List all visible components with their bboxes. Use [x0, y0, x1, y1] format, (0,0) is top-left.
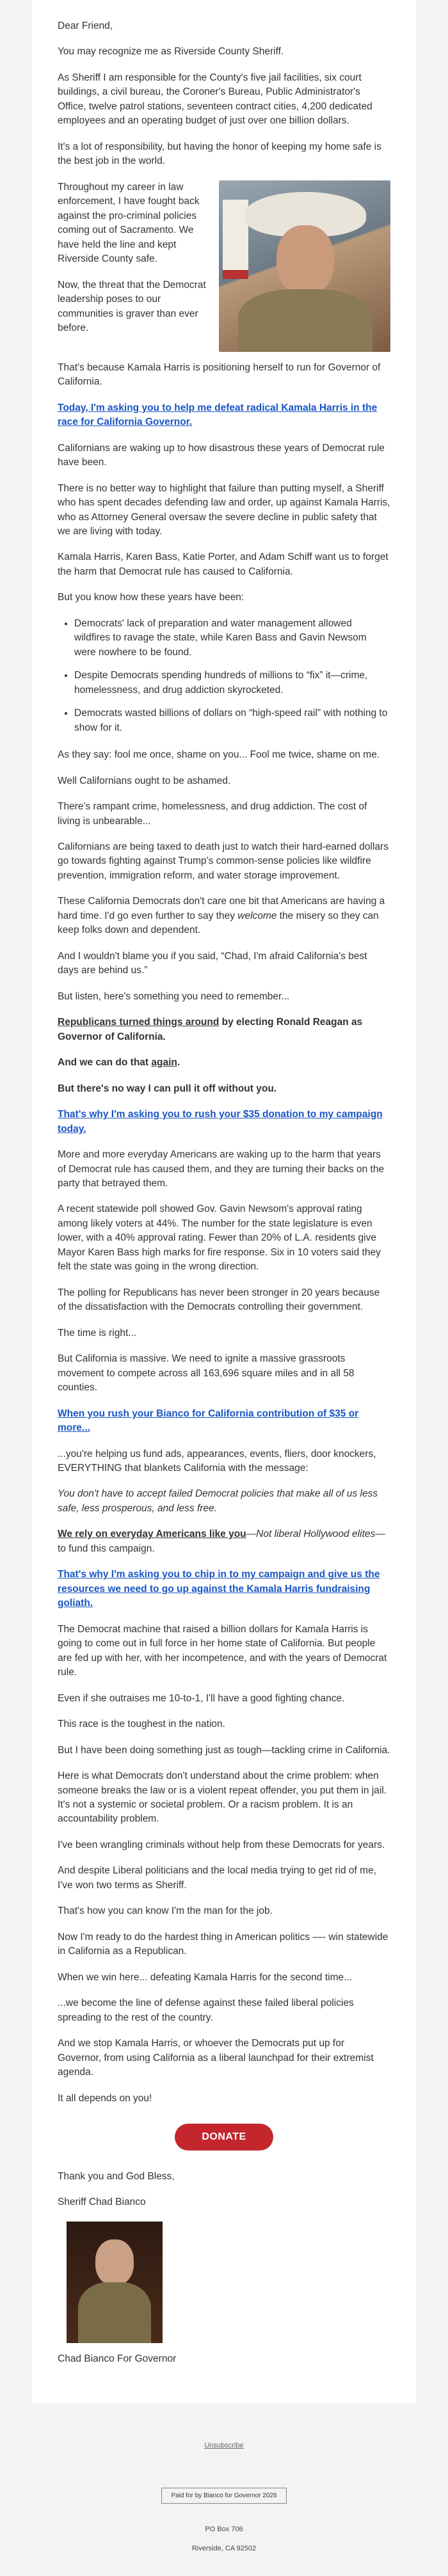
depends-paragraph: It all depends on you! [58, 2092, 152, 2104]
democrats-paragraph: Here is what Democrats don't understand about the crime problem: when someone breaks the law or is a violent repeat offender, you put them in jail. It's not a systemic or societal problem. Or a racism problem. It is an accountability problem. [58, 1770, 387, 1825]
chip-in-link[interactable]: That's why I'm asking you to chip in to my campaign and give us the resources we need to go up against the Kamala Harris fundraising goliath. [58, 1569, 380, 1609]
rely-paragraph: We rely on everyday Americans like you—Not liberal Hollywood elites—to fund this campaign. [58, 1529, 385, 1554]
waking-paragraph: Californians are waking up to how disastrous these years of Democrat rule have been. [58, 442, 385, 468]
blame-paragraph: And I wouldn't blame you if you said, “Chad, I'm afraid California's best days are behind us.” [58, 950, 367, 976]
fund-paragraph: ...you're helping us fund ads, appearances, events, fliers, door knockers, EVERYTHING that blankets California with the message: [58, 1448, 376, 1474]
rampant-paragraph: There's rampant crime, homelessness, and drug addiction. The cost of living is unbearable... [58, 801, 367, 827]
salutation: Dear Friend, [58, 20, 113, 31]
no-way-paragraph: But there's no way I can pull it off without you. [58, 1083, 277, 1094]
polling-paragraph: The polling for Republicans has never been stronger in 20 years because of the dissatisfaction with the Democrats controlling their government. [58, 1287, 380, 1313]
more-paragraph: More and more everyday Americans are waking up to the harm that years of Democrat rule has caused them, and they are turning their backs on the party that betrayed them. [58, 1149, 385, 1189]
toughest-paragraph: This race is the toughest in the nation. [58, 1719, 225, 1730]
list-item: • Democrats' lack of preparation and water management allowed wildfires to ravage the state, while Karen Bass and Gavin Newsom were nowhere to be found. [74, 617, 390, 660]
organization-name: Chad Bianco For Governor [58, 2353, 177, 2364]
harris-paragraph: That's because Kamala Harris is positioning herself to run for Governor of California. [58, 362, 381, 388]
sheriff-photo [219, 180, 390, 352]
care-paragraph: These California Democrats don't care one bit that Americans are having a hard time. I'd go even further to say they welcome the misery so they can keep folks down and dependent. [58, 896, 385, 936]
responsibility-paragraph: As Sheriff I am responsible for the County's five jail facilities, six court buildings, a civil bureau, the Coroner's Bureau, Public Administrator's Office, twelve patrol stations, seventeen contract cities, 4,200 dedicated employees and an operating budget of just over one billion dollars. [58, 72, 372, 127]
donate-button[interactable]: DONATE [175, 2124, 273, 2151]
outraise-paragraph: Even if she outraises me 10-to-1, I'll have a good fighting chance. [58, 1692, 345, 1704]
donate-35-link[interactable]: That's why I'm asking you to rush your $35 donation to my campaign today. [58, 1109, 383, 1134]
no-better-paragraph: There is no better way to highlight that failure than putting myself, a Sheriff who has spent decades defending law and order, up against Kamala Harris, who as Attorney General oversaw the severe decline in public safety that we are living with today. [58, 482, 390, 537]
email-body [32, 0, 416, 2403]
listen-paragraph: But listen, here's something you need to remember... [58, 990, 290, 1002]
time-paragraph: The time is right... [58, 1327, 137, 1339]
machine-paragraph: The Democrat machine that raised a billion dollars for Kamala Harris is going to come out in full force in her home state of California. But people are fed up with her, with her incompetence, and with the years of Democrat rule. [58, 1623, 387, 1678]
defense-paragraph: ...we become the line of defense against these failed liberal policies spreading to the rest of the country. [58, 1998, 354, 2023]
failures-list [58, 617, 390, 735]
career-section [58, 180, 390, 358]
massive-paragraph: But California is massive. We need to ignite a massive grassroots movement to compete across all 163,696 square miles and in all 58 counties. [58, 1353, 355, 1394]
sheriff-portrait [67, 2222, 163, 2343]
career-paragraph: Throughout my career in law enforcement, I have fought back against the pro-criminal policies coming out of Sacramento. We have held the line and kept Riverside County safe. [58, 181, 200, 265]
defeat-harris-link[interactable]: Today, I'm asking you to help me defeat radical Kamala Harris in the race for California Governor. [58, 402, 378, 428]
wrangling-paragraph: I've been wrangling criminals without help from these Democrats for years. [58, 1839, 385, 1850]
signature: Sheriff Chad Bianco [58, 2197, 146, 2208]
unsubscribe-link[interactable]: Unsubscribe [204, 2442, 244, 2450]
mailing-address: PO Box 706 Riverside, CA 92502 [191, 2525, 257, 2552]
rush-contribution-link[interactable]: When you rush your Bianco for California contribution of $35 or more... [58, 1408, 359, 1434]
again-paragraph: And we can do that again. [58, 1057, 180, 1069]
poll-paragraph: A recent statewide poll showed Gov. Gavin Newsom's approval rating among likely voters at 44%. The number for the state legislature is even lower, with a 40% approval rating. Fewer than 20% of L.A. residents give Mayor Karen Bass high marks for fire response. Six in 10 voters said they felt the state was going in the wrong direction. [58, 1204, 381, 1273]
reagan-paragraph: Republicans turned things around by electing Ronald Reagan as Governor of California. [58, 1017, 363, 1042]
ashamed-paragraph: Well Californians ought to be ashamed. [58, 775, 231, 786]
lot-paragraph: It's a lot of responsibility, but having the honor of keeping my home safe is the best job in the world. [58, 141, 381, 167]
thanks-paragraph: Thank you and God Bless, [58, 2171, 175, 2182]
paid-for-disclaimer: Paid for by Bianco for Governor 2026 [161, 2488, 286, 2504]
taxed-paragraph: Californians are being taxed to death just to watch their hard-earned dollars go towards fighting against Trump's common-sense policies like wildfire prevention, immigration reform, and water storage improvement. [58, 841, 388, 881]
fool-paragraph: As they say: fool me once, shame on you... Fool me twice, shame on me. [58, 749, 380, 761]
email-footer [0, 2403, 448, 2575]
list-item: • Democrats wasted billions of dollars on “high-speed rail” with nothing to show for it. [74, 706, 390, 735]
win-paragraph: When we win here... defeating Kamala Harris for the second time... [58, 1971, 353, 1983]
message-paragraph: You don't have to accept failed Democrat policies that make all of us less safe, less prosperous, and less free. [58, 1488, 378, 1514]
despite-paragraph: And despite Liberal politicians and the local media trying to get rid of me, I've won two terms as Sheriff. [58, 1865, 377, 1891]
threat-paragraph: Now, the threat that the Democrat leadership poses to our communities is graver than ever before. [58, 279, 206, 333]
you-know-paragraph: But you know how these years have been: [58, 592, 244, 603]
ready-paragraph: Now I'm ready to do the hardest thing in American politics —- win statewide in California as a Republican. [58, 1931, 388, 1957]
list-item: • Despite Democrats spending hundreds of millions to “fix” it—crime, homelessness, and drug addiction skyrocketed. [74, 669, 390, 697]
forget-paragraph: Kamala Harris, Karen Bass, Katie Porter, and Adam Schiff want us to forget the harm that Democrat rule has caused to California. [58, 552, 388, 577]
stop-paragraph: And we stop Kamala Harris, or whoever the Democrats put up for Governor, from using California as a liberal launchpad for their extremist agenda. [58, 2038, 374, 2078]
intro-paragraph: You may recognize me as Riverside County Sheriff. [58, 46, 284, 58]
tough-paragraph: But I have been doing something just as tough—tackling crime in California. [58, 1744, 390, 1756]
man-paragraph: That's how you can know I'm the man for the job. [58, 1905, 273, 1917]
